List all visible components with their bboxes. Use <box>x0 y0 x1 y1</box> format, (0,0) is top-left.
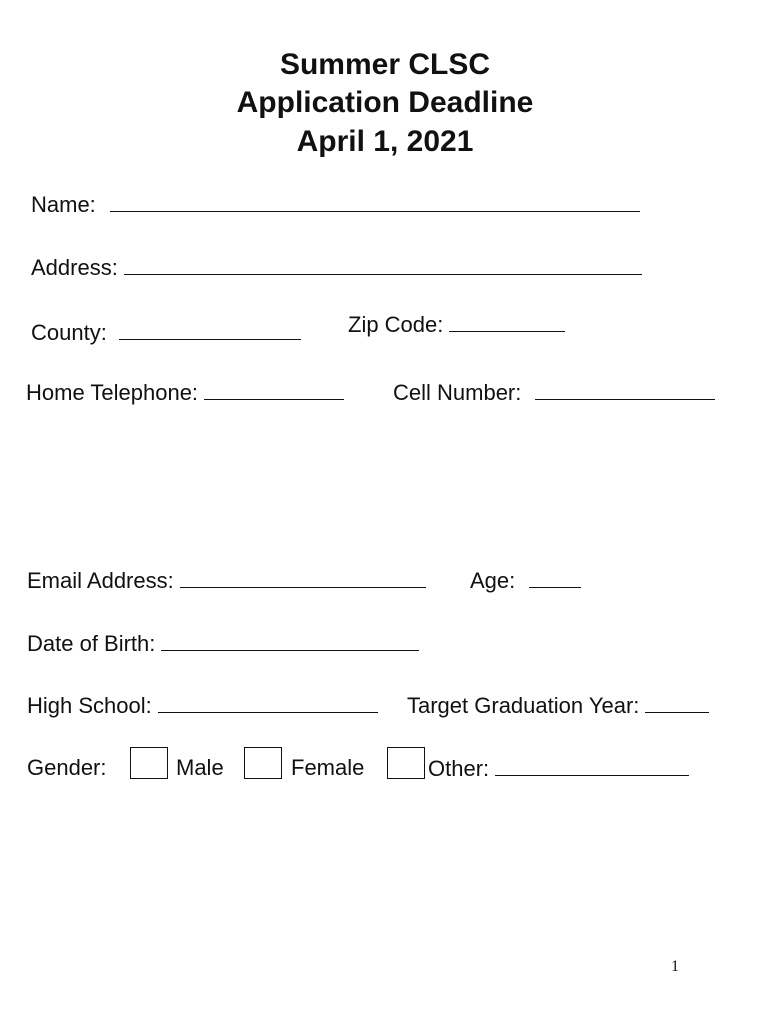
age-label: Age: <box>470 568 516 593</box>
county-field[interactable] <box>119 319 301 340</box>
email-label: Email Address: <box>27 568 174 593</box>
zip-label: Zip Code: <box>348 312 444 337</box>
email-row <box>27 567 426 594</box>
gender-male-checkbox[interactable] <box>130 747 168 779</box>
high-school-label: High School: <box>27 693 152 718</box>
form-title-line-3: April 1, 2021 <box>296 125 474 158</box>
gender-label: Gender: <box>27 755 107 780</box>
gender-other-checkbox[interactable] <box>387 747 425 779</box>
gender-male-label: Male <box>176 755 224 780</box>
age-row <box>470 567 581 594</box>
address-row <box>31 254 642 281</box>
high-school-field[interactable] <box>158 692 378 713</box>
zip-row <box>348 311 565 338</box>
home-telephone-row <box>26 379 344 406</box>
name-field[interactable] <box>110 191 640 212</box>
gender-other-field[interactable] <box>495 755 689 776</box>
home-telephone-label: Home Telephone: <box>26 380 199 405</box>
dob-row <box>27 630 419 657</box>
gender-female-checkbox[interactable] <box>244 747 282 779</box>
grad-year-row <box>407 692 709 719</box>
cell-number-row <box>393 379 715 406</box>
name-label: Name: <box>31 192 96 217</box>
dob-field[interactable] <box>161 630 419 651</box>
gender-female-label: Female <box>291 755 365 780</box>
home-telephone-field[interactable] <box>204 379 344 400</box>
grad-year-field[interactable] <box>645 692 709 713</box>
form-title-line-1: Summer CLSC <box>279 48 491 81</box>
address-field[interactable] <box>124 254 642 275</box>
zip-field[interactable] <box>449 311 565 332</box>
age-field[interactable] <box>529 567 581 588</box>
county-row <box>31 319 301 346</box>
name-row <box>31 191 640 218</box>
cell-number-field[interactable] <box>535 379 715 400</box>
page-number: 1 <box>671 958 679 975</box>
gender-other-label: Other: <box>428 756 490 781</box>
gender-other-row <box>428 755 689 782</box>
high-school-row <box>27 692 378 719</box>
cell-number-label: Cell Number: <box>393 380 522 405</box>
county-label: County: <box>31 320 107 345</box>
email-field[interactable] <box>180 567 426 588</box>
form-title-line-2: Application Deadline <box>236 86 534 119</box>
dob-label: Date of Birth: <box>27 631 156 656</box>
grad-year-label: Target Graduation Year: <box>407 693 640 718</box>
address-label: Address: <box>31 255 118 280</box>
